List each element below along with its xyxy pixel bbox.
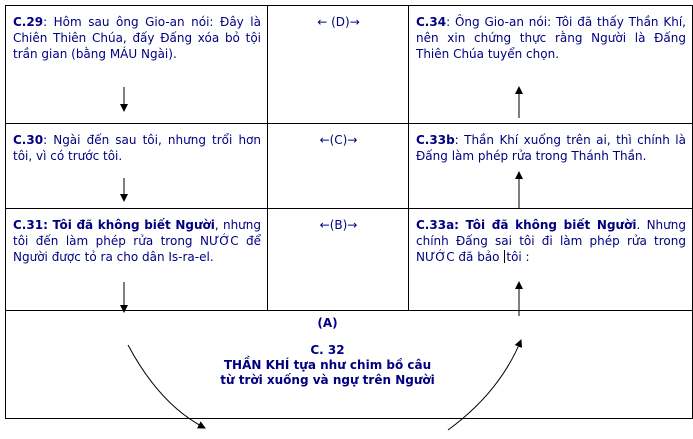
verse-text: , nhưng tôi đến làm phép rửa trong NƯỚC để Người được tỏ ra cho dân Is-ra-el. [13, 218, 261, 264]
center-line-1: THẦN KHÍ tựa như chim bồ câu [223, 358, 432, 372]
verse-ref: C.29 [13, 15, 44, 29]
pair-label-d: ← (D)→ [317, 15, 360, 29]
verse-ref: C.30 [13, 133, 44, 147]
verse-text-tail: tôi : [506, 250, 530, 264]
center-ref: C. 32 [310, 343, 345, 357]
verse-text: : Ngài đến sau tôi, nhưng trổi hơn tôi, vì có trước tôi. [13, 133, 261, 163]
pair-label-c: ←(C)→ [319, 133, 358, 147]
verse-ref: C.34 [416, 15, 447, 29]
verse-ref: C.33b [416, 133, 455, 147]
verse-emphasis: : Tôi đã không biết Người [43, 218, 215, 232]
verse-text: . Nhưng chính Đấng sai tôi đi làm phép rửa trong NƯỚC đã bảo [416, 218, 686, 264]
verse-text: : Thần Khí xuống trên ai, thì chính là Đấng làm phép rửa trong Thánh Thần. [416, 133, 686, 163]
curve-arrow-left [128, 345, 205, 428]
center-label-a: (A) [317, 316, 338, 330]
verse-ref: C.31 [13, 218, 44, 232]
center-line-2: từ trời xuống và ngự trên Người [220, 373, 435, 387]
pair-label-b: ←(B)→ [319, 218, 358, 232]
curve-arrow-right [448, 340, 521, 430]
verse-text: : Hôm sau ông Gio-an nói: Đây là Chiên Thiên Chúa, đấy Đấng xóa bỏ tội trần gian (bằng MÁU Ngài). [13, 15, 261, 61]
verse-ref: C.33a [416, 218, 455, 232]
verse-emphasis: : Tôi đã không biết Người [454, 218, 637, 232]
verse-text: : Ông Gio-an nói: Tôi đã thấy Thần Khí, nên xin chứng thực rằng Người là Đấng Thiên Chúa tuyển chọn. [416, 15, 686, 61]
